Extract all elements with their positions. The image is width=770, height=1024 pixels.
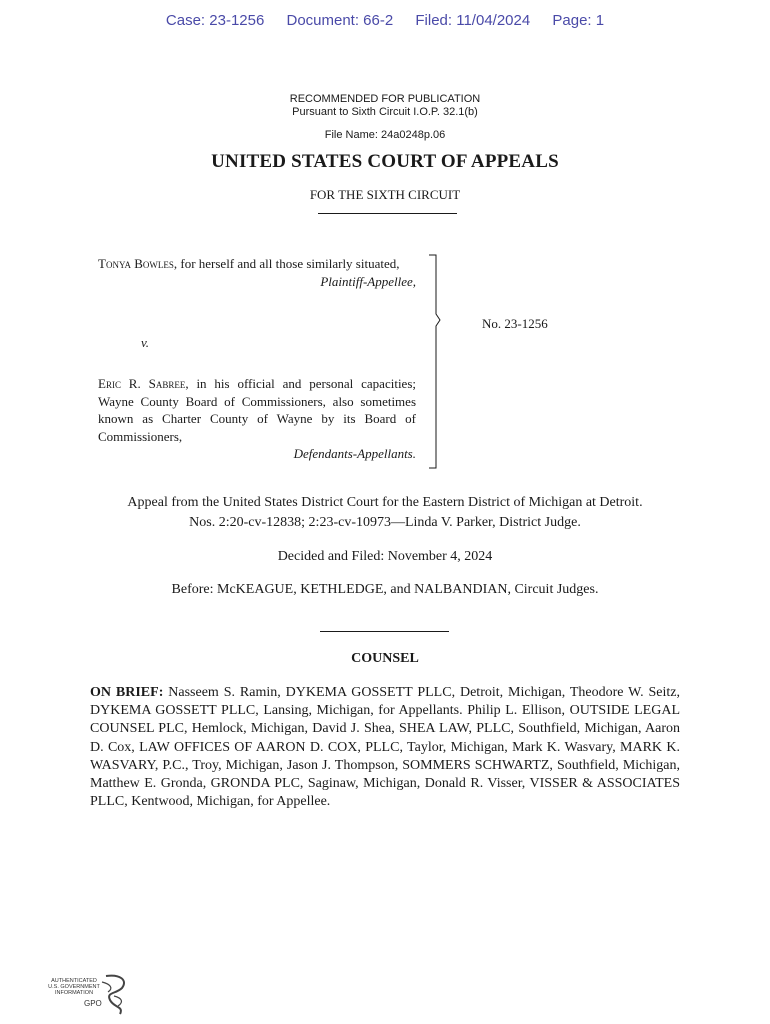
section-divider [320, 631, 449, 632]
counsel-paragraph [90, 684, 680, 811]
caption-brace [426, 254, 446, 470]
plaintiff-description: , for herself and all those similarly situated, [173, 256, 400, 271]
gpo-line2: U.S. GOVERNMENT [48, 984, 100, 990]
counsel-heading: COUNSEL [351, 651, 419, 666]
gpo-line3: INFORMATION [54, 990, 94, 996]
gpo-seal-icon [44, 972, 134, 1016]
eagle-emblem-icon [44, 972, 134, 1016]
document-number: Document: 66-2 [286, 12, 394, 29]
publication-rule: Pursuant to Sixth Circuit I.O.P. 32.1(b) [292, 106, 478, 118]
defendant-text [98, 375, 416, 445]
lower-court-numbers: Nos. 2:20-cv-12838; 2:23-cv-10973—Linda V. Parker, District Judge. [189, 515, 581, 530]
gpo-line1: AUTHENTICATED [51, 978, 97, 984]
court-name: UNITED STATES COURT OF APPEALS [211, 151, 559, 172]
plaintiff-role: Plaintiff-Appellee, [320, 273, 416, 289]
appeal-origin: Appeal from the United States District Court for the Eastern District of Michigan at Detroit. [127, 495, 643, 510]
defendant-description: , in his official and personal capacities; Wayne County Board of Commissioners, also sometimes known as Charter County of Wayne by its Board of Commissioners, [98, 376, 416, 444]
defendant-name: Eric R. Sabree [98, 376, 186, 391]
on-brief-label: ON BRIEF: [90, 685, 164, 700]
plaintiff-name: Tonya Bowles [98, 256, 174, 271]
counsel-text: Nasseem S. Ramin, DYKEMA GOSSETT PLLC, Detroit, Michigan, Theodore W. Seitz, DYKEMA GOSSETT PLLC, Lansing, Michigan, for Appellants. Philip L. Ellison, OUTSIDE LEGAL COUNSEL PLC, Hemlock, Michigan, David J. Shea, SHEA LAW, PLLC, Southfield, Michigan, Aaron D. Cox, LAW OFFICES OF AARON D. COX, PLLC, Taylor, Michigan, Mark K. Wasvary, MARK K. WASVARY, P.C., Troy, Michigan, Jason J. Thompson, SOMMERS SCHWARTZ, Southfield, Michigan, Matthew E. Gronda, GRONDA PLC, Saginaw, Michigan, Donald R. Visser, VISSER & ASSOCIATES PLLC, Kentwood, Michigan, for Appellee. [90, 685, 680, 810]
publication-recommendation: RECOMMENDED FOR PUBLICATION [289, 93, 481, 105]
filed-date: Filed: 11/04/2024 [415, 12, 531, 29]
ecf-header [0, 12, 770, 29]
gpo-label: GPO [84, 999, 102, 1008]
title-divider [318, 213, 457, 214]
docket-number: No. 23-1256 [482, 316, 548, 331]
plaintiff-text [98, 255, 416, 273]
circuit-name: FOR THE SIXTH CIRCUIT [309, 187, 461, 202]
defendant-block [98, 375, 416, 463]
panel-judges: Before: McKEAGUE, KETHLEDGE, and NALBANDIAN, Circuit Judges. [171, 582, 599, 597]
file-name: File Name: 24a0248p.06 [324, 129, 446, 141]
decided-date: Decided and Filed: November 4, 2024 [277, 549, 493, 564]
defendant-role: Defendants-Appellants. [293, 446, 416, 461]
versus: v. [141, 335, 150, 350]
page-number: Page: 1 [552, 12, 605, 29]
plaintiff-block [98, 255, 416, 290]
case-number: Case: 23-1256 [165, 12, 265, 29]
